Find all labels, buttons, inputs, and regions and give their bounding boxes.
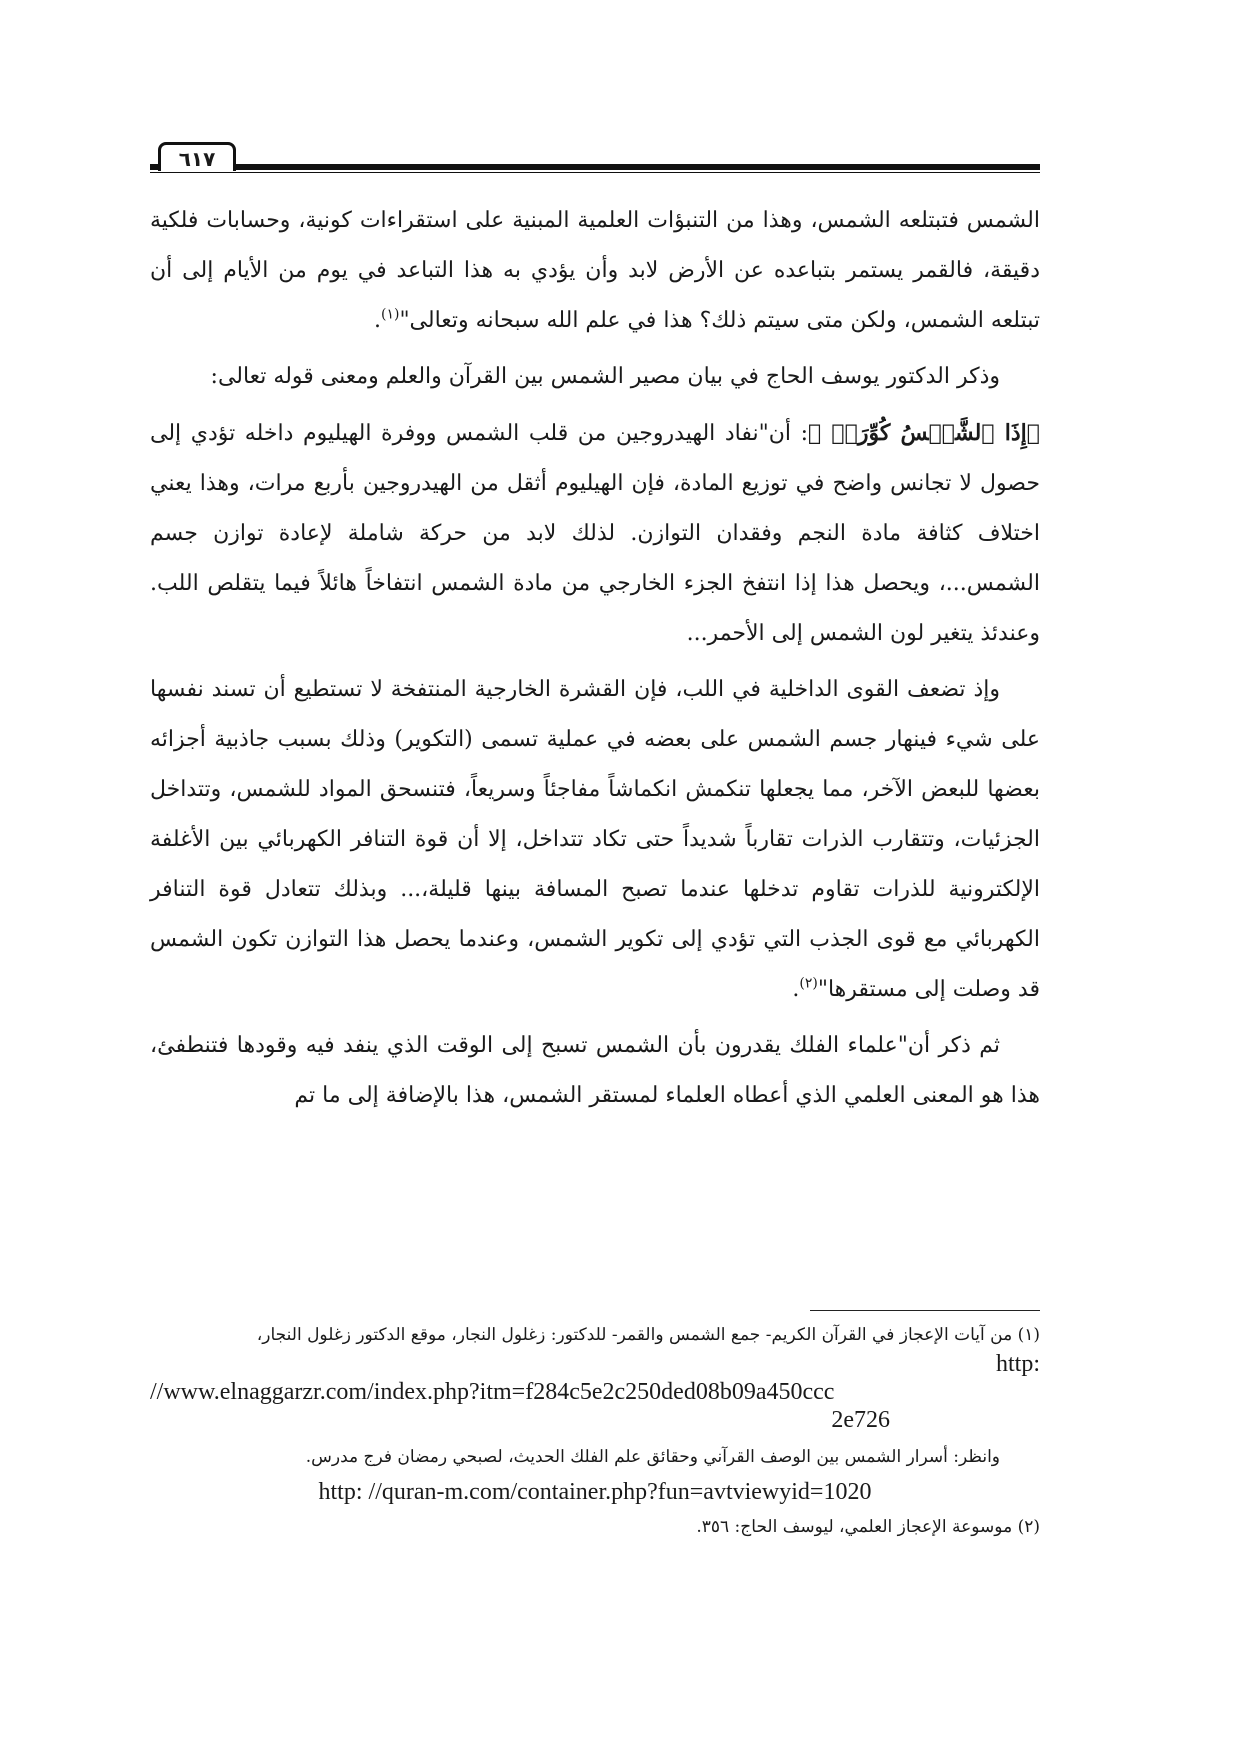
paragraph-1-text: الشمس فتبتلعه الشمس، وهذا من التنبؤات العلمية المبنية على استقراءات كونية، وحسابات فلكية دقيقة، فالقمر يستمر بتباعده عن الأرض لابد وأن يؤدي به هذا التباعد في يوم من الأيام إلى أن تبتلعه الشمس، ولكن متى سيتم ذلك؟ هذا في علم الله سبحانه وتعالى" — [150, 208, 1040, 333]
footnote-ref-2[interactable]: (٢) — [799, 975, 818, 992]
paragraph-3-text: : أن"نفاد الهيدروجين من قلب الشمس ووفرة الهيليوم داخله تؤدي إلى حصول لا تجانس واضح في توزيع المادة، فإن الهيليوم أثقل من الهيدروجين بأربع مرات، وهذا يعني اختلاف كثافة مادة النجم وفقدان التوازن. لذلك لابد من حركة شاملة لإعادة توازن جسم الشمس...، ويحصل هذا إذا انتفخ الجزء الخارجي من مادة الشمس انتفاخاً هائلاً فيما يتقلص اللب. وعندئذ يتغير لون الشمس إلى الأحمر... — [150, 421, 1040, 646]
page-header — [150, 138, 1040, 178]
quran-verse: ﴿إِذَا ٱلشَّمۡسُ كُوِّرَتۡ ﴾ — [807, 420, 1040, 446]
footnote-1-url-line-1[interactable]: http: — [995, 1351, 1040, 1377]
paragraph-2: وذكر الدكتور يوسف الحاج في بيان مصير الشمس بين القرآن والعلم ومعنى قوله تعالى: — [210, 364, 1000, 389]
page-number: ٦١٧ — [158, 142, 236, 171]
paragraph-5: ثم ذكر أن"علماء الفلك يقدرون بأن الشمس تسبح إلى الوقت الذي ينفد فيه وقودها فتنطفئ، هذا هو المعنى العلمي الذي أعطاه العلماء لمستقر الشمس، هذا بالإضافة إلى ما تم — [150, 1033, 1040, 1108]
paragraph-4-tail: . — [792, 977, 800, 1002]
footnote-ref-1[interactable]: (١) — [380, 306, 400, 323]
paragraph-3 — [150, 408, 1040, 659]
paragraph-4-text: وإذ تضعف القوى الداخلية في اللب، فإن القشرة الخارجية المنتفخة لا تستطيع أن تسند نفسها على شيء فينهار جسم الشمس على بعضه في عملية تسمى (التكوير) وذلك بسبب جاذبية أجزائه بعضها للبعض الآخر، مما يجعلها تنكمش انكماشاً مفاجئاً وسريعاً، فتنسحق المواد للشمس، وتتداخل الجزئيات، وتتقارب الذرات تقارباً شديداً حتى تكاد تتداخل، إلا أن قوة التنافر الكهربائي بين الأغلفة الإلكترونية للذرات تقاوم تدخلها عندما تصبح المسافة بينها قليلة،... وبذلك تتعادل قوة التنافر الكهربائي مع قوى الجذب التي تؤدي إلى تكوير الشمس، وعندما يحصل هذا التوازن تكون الشمس قد وصلت إلى مستقرها" — [150, 677, 1040, 1002]
footnote-2: (٢) موسوعة الإعجاز العلمي، ليوسف الحاج: ٣٥٦. — [696, 1517, 1040, 1537]
footnote-1-see-also: وانظر: أسرار الشمس بين الوصف القرآني وحقائق علم الفلك الحديث، لصبحي رمضان فرج مدرس. — [305, 1447, 1000, 1467]
header-rule-thick — [150, 164, 1040, 170]
paragraph-1-tail: . — [373, 308, 381, 333]
footnote-separator — [810, 1310, 1040, 1311]
paragraph-4 — [150, 665, 1040, 1015]
main-text — [150, 196, 1040, 1127]
footnote-1-url-line-3[interactable]: 2e726 — [831, 1407, 890, 1433]
footnote-1-see-also-url[interactable]: http: //quran-m.com/container.php?fun=avtviewyid=1020 — [318, 1479, 872, 1505]
footnote-1: (١) من آيات الإعجاز في القرآن الكريم- جمع الشمس والقمر- للدكتور: زغلول النجار، موقع الدكتور زغلول النجار، — [256, 1325, 1040, 1345]
paragraph-1 — [150, 196, 1040, 346]
footnotes — [150, 1320, 1040, 1542]
header-rule-thin — [150, 172, 1040, 173]
footnote-1-url-line-2[interactable]: //www.elnaggarzr.com/index.php?itm=f284c5e2c250ded08b09a450ccc — [150, 1379, 835, 1405]
